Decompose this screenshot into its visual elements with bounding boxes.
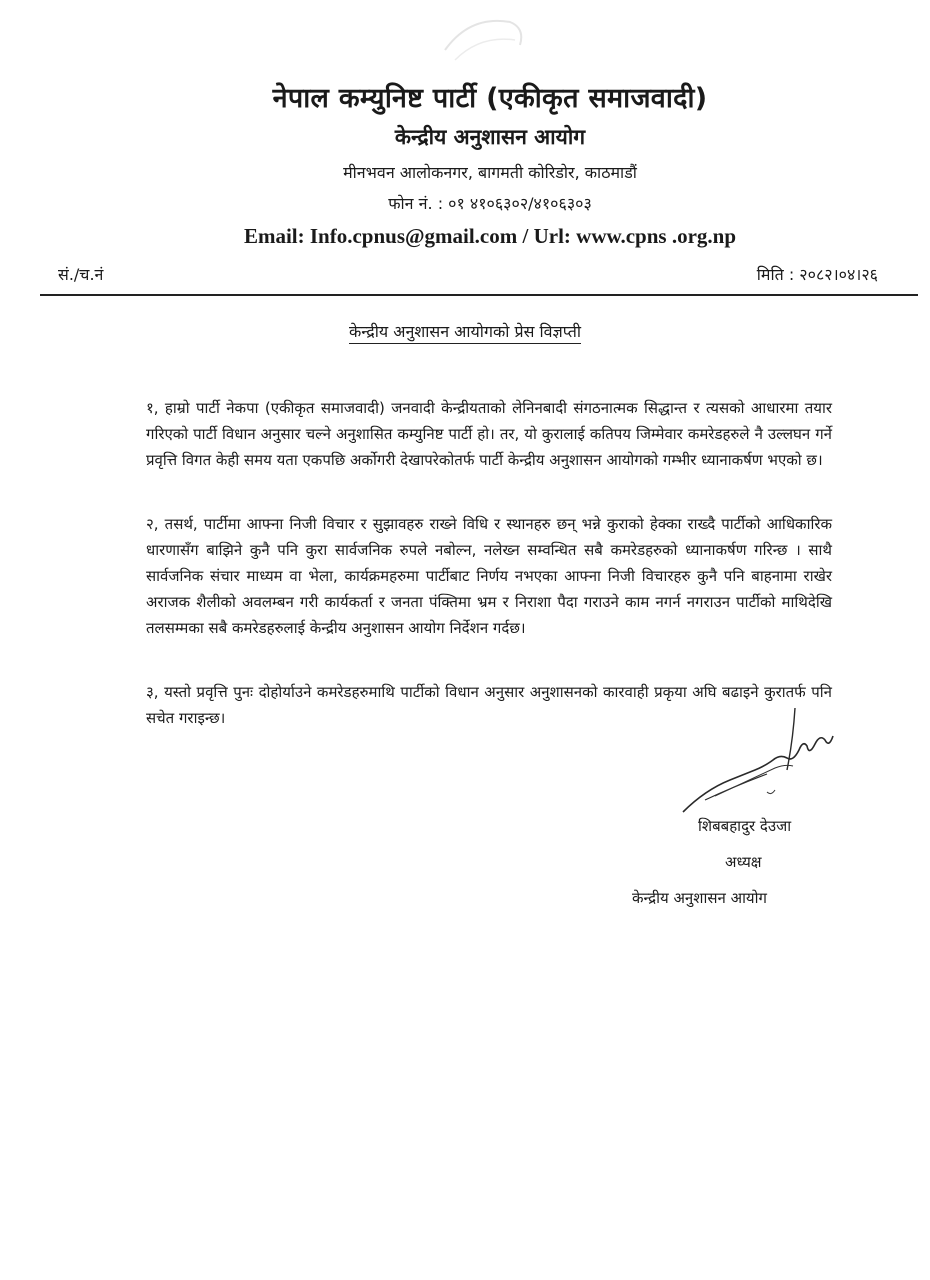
paragraph-1: १, हाम्रो पार्टी नेकपा (एकीकृत समाजवादी) जनवादी केन्द्रीयताको लेनिनबादी संगठनात्मक सिद्धान्त र त्यसको आधारमा तयार गरिएको पार्टी विधान अनुसार चल्ने अनुशासित कम्युनिष्ट पार्टी हो। तर, यो कुरालाई कतिपय जिम्मेवार कमरेडहरुले नै उल्लघन गर्ने प्रवृत्ति विगत केही समय यता एकपछि अर्कोगरी देखापरेकोतर्फ पार्टी केन्द्रीय अनुशासन आयोगको गम्भीर ध्यानाकर्षण भएको छ। <box>146 399 832 469</box>
notice-title <box>0 320 930 342</box>
letterhead <box>0 78 930 249</box>
reference-number: सं./च.नं <box>58 265 104 284</box>
signer-title: अध्यक्ष <box>725 853 762 871</box>
phone-number: फोन नं. : ०१ ४१०६३०२/४१०६३०३ <box>388 194 592 213</box>
paragraph-2: २, तसर्थ, पार्टीमा आफ्ना निजी विचार र सुझावहरु राख्ने विधि र स्थानहरु छन् भन्ने कुराको हेक्का राख्दै पार्टीको आधिकारिक धारणासँग बाझिने कुनै पनि कुरा सार्वजनिक रुपले नबोल्न, नलेख्न सम्वन्धित सबै कमरेडहरुको ध्यानाकर्षण गरिन्छ । साथै सार्वजनिक संचार माध्यम वा भेला, कार्यक्रमहरुमा पार्टीबाट निर्णय नभएका आफ्ना निजी विचारहरु कुनै पनि बाहनामा राखेर अराजक शैलीको अवलम्बन गरी कार्यकर्ता र जनता पंक्तिमा भ्रम र निराशा पैदा गराउने काम नगर्न नगराउन पार्टीको माथिदेखि तलसम्मका सबै कमरेडहरुलाई केन्द्रीय अनुशासन आयोग निर्देशन गर्दछ। <box>146 515 832 637</box>
signer-organization: केन्द्रीय अनुशासन आयोग <box>632 889 767 907</box>
notice-title-text: केन्द्रीय अनुशासन आयोगको प्रेस विज्ञप्ती <box>349 322 581 344</box>
faint-stamp-mark <box>440 10 530 70</box>
address: मीनभवन आलोकनगर, बागमती कोरिडोर, काठमाडौं <box>343 163 637 182</box>
party-name: नेपाल कम्युनिष्ट पार्टी (एकीकृत समाजवादी) <box>272 83 708 114</box>
header-divider <box>40 294 918 296</box>
date: मिति : २०८२।०४।२६ <box>756 265 878 284</box>
handwritten-signature <box>675 700 845 825</box>
signer-name: शिबबहादुर देउजा <box>698 817 792 835</box>
commission-name: केन्द्रीय अनुशासन आयोग <box>394 125 586 149</box>
paragraph-3: ३, यस्तो प्रवृत्ति पुनः दोहोर्याउने कमरेडहरुमाथि पार्टीको विधान अनुसार अनुशासनको कारवाही प्रकृया अघि बढाइने कुरातर्फ पनि सचेत गराइन्छ। <box>146 683 832 727</box>
email-url: Email: Info.cpnus@gmail.com / Url: www.cpns .org.np <box>243 224 737 248</box>
